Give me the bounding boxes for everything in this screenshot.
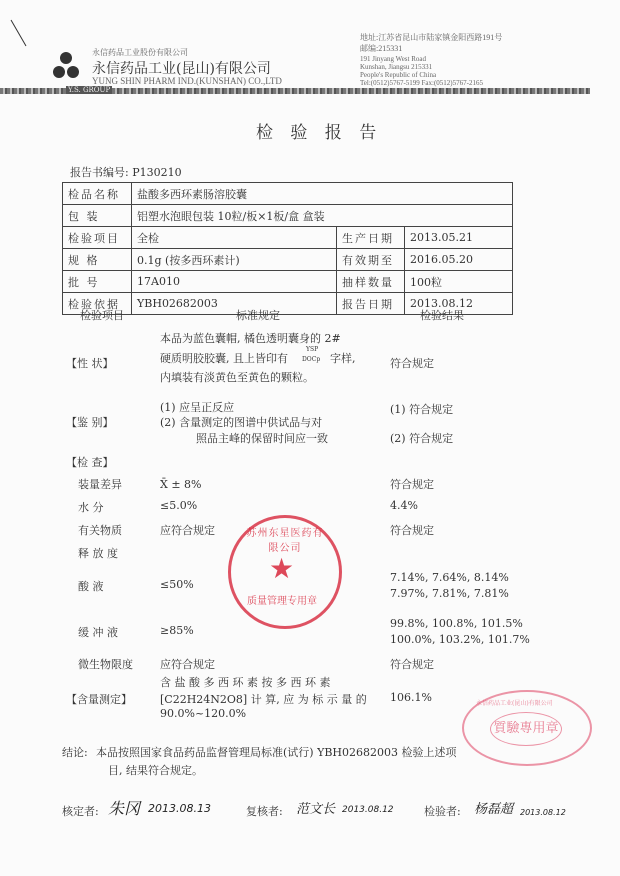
release-label: 释 放 度 (78, 547, 118, 560)
micro-std: 应符合规定 (160, 658, 215, 671)
related-label: 有关物质 (78, 524, 122, 537)
water-std: ≤5.0% (160, 499, 198, 512)
micro-label: 微生物限度 (78, 658, 133, 671)
loading-label: 装量差异 (78, 478, 122, 491)
assay-std-3: 90.0%~120.0% (160, 707, 247, 720)
pen-mark (11, 20, 27, 46)
conclusion-text-2: 目, 结果符合规定。 (108, 764, 203, 777)
buffer-std: ≥85% (160, 624, 194, 637)
conclusion-label: 结论: (62, 746, 88, 759)
acid-label: 酸 液 (78, 580, 104, 593)
qc-stamp-text: 質驗專用章 (490, 712, 562, 746)
package-label: 包 装 (63, 205, 132, 227)
reviewer-signature: 范文长 (296, 802, 336, 817)
exp-label: 有效期至 (337, 249, 405, 271)
identification-std-2: (2) 含量测定的图谱中供试品与对 (160, 416, 323, 429)
appearance-std-2: 硬质明胶胶囊, 且上皆印有 (160, 352, 288, 365)
related-std: 应符合规定 (160, 524, 215, 537)
postcode: 邮编:215331 (360, 44, 403, 53)
reviewer-date: 2013.08.12 (342, 805, 394, 815)
distributor-stamp-text: 苏州东星医药有限公司 (246, 528, 324, 554)
assay-result: 106.1% (390, 691, 432, 704)
date-value: 2013.08.12 (405, 293, 513, 315)
inspector-date: 2013.08.12 (520, 808, 566, 817)
acid-result-1: 7.14%, 7.64%, 8.14% (390, 571, 509, 584)
package-value: 铝塑水泡眼包装 10粒/板×1板/盒 盒装 (132, 205, 513, 227)
item-value: 全检 (132, 227, 337, 249)
assay-std-2: [C22H24N2O8] 计 算, 应 为 标 示 量 的 (160, 693, 367, 706)
spec-value: 0.1g (按多西环素计) (132, 249, 337, 271)
acid-result-2: 7.97%, 7.81%, 7.81% (390, 587, 509, 600)
group-label: Y.S. GROUP (68, 86, 111, 94)
product-value: 盐酸多西环素肠溶胶囊 (132, 183, 513, 205)
imprint-docp: DOCp (302, 356, 321, 363)
approver-signature: 朱冈 (108, 799, 141, 818)
inspector-signature: 杨磊超 (474, 802, 514, 817)
basis-value: YBH02682003 (132, 293, 337, 315)
assay-std-1: 含 盐 酸 多 西 环 素 按 多 西 环 素 (160, 676, 331, 689)
star-icon: ★ (269, 552, 295, 585)
mfg-value: 2013.05.21 (405, 227, 513, 249)
col-item: 检验项目 (80, 309, 124, 322)
date-label: 报告日期 (337, 293, 405, 315)
item-label: 检验项目 (63, 227, 132, 249)
qc-stamp-ring: 永信药品工业(昆山)有限公司 (476, 700, 553, 707)
tests-label: 【检 查】 (66, 456, 114, 469)
acid-std: ≤50% (160, 578, 194, 591)
address-en-3: People's Republic of China (360, 71, 437, 79)
company-name-en: YUNG SHIN PHARM IND.(KUNSHAN) CO.,LTD (92, 76, 282, 86)
product-label: 检品名称 (63, 183, 132, 205)
approver-label: 核定者: (62, 805, 99, 818)
identification-std-1: (1) 应呈正反应 (160, 401, 235, 414)
identification-result-1: (1) 符合规定 (390, 403, 454, 416)
spec-label: 规 格 (63, 249, 132, 271)
appearance-label: 【性 状】 (66, 357, 114, 370)
qty-value: 100粒 (405, 271, 513, 293)
appearance-result: 符合规定 (390, 357, 434, 370)
approver-date: 2013.08.13 (148, 802, 211, 815)
address-en-2: Kunshan, Jiangsu 215331 (360, 63, 433, 71)
imprint-ysp: YSP (306, 346, 319, 353)
batch-value: 17A010 (132, 271, 337, 293)
identification-std-3: 照品主峰的保留时间应一致 (196, 432, 328, 445)
distributor-stamp (228, 515, 342, 629)
loading-result: 符合规定 (390, 478, 434, 491)
address-en-1: 191 Jinyang West Road (360, 55, 426, 63)
col-standard: 标准规定 (236, 309, 280, 322)
assay-label: 【含量测定】 (66, 693, 132, 706)
identification-label: 【鉴 别】 (66, 416, 114, 429)
exp-value: 2016.05.20 (405, 249, 513, 271)
batch-label: 批 号 (63, 271, 132, 293)
appearance-std-2b: 字样, (330, 352, 356, 365)
col-result: 检验结果 (420, 309, 464, 322)
product-info-table (62, 182, 513, 315)
water-result: 4.4% (390, 499, 418, 512)
tel-fax: Tel:(0512)5767-5199 Fax:(0512)5767-2165 (360, 79, 483, 87)
basis-label: 检验依据 (63, 293, 132, 315)
micro-result: 符合规定 (390, 658, 434, 671)
company-logo-icon (50, 50, 82, 82)
qty-label: 抽样数量 (337, 271, 405, 293)
water-label: 水 分 (78, 501, 104, 514)
buffer-result-1: 99.8%, 100.8%, 101.5% (390, 617, 523, 630)
company-small: 永信药品工业股份有限公司 (92, 48, 188, 57)
appearance-std-3: 内填装有淡黄色至黄色的颗粒。 (160, 371, 314, 384)
distributor-stamp-inner: 质量管理专用章 (247, 596, 317, 607)
reviewer-label: 复核者: (246, 805, 283, 818)
loading-std: X̄ ± 8% (160, 478, 202, 491)
address-cn: 地址:江苏省昆山市陆家镇金阳西路191号 (360, 33, 503, 42)
report-number: 报告书编号: P130210 (70, 166, 182, 179)
buffer-result-2: 100.0%, 103.2%, 101.7% (390, 633, 530, 646)
qc-stamp (462, 690, 592, 766)
mfg-label: 生产日期 (337, 227, 405, 249)
appearance-std-1: 本品为蓝色囊帽, 橘色透明囊身的 2# (160, 332, 341, 345)
buffer-label: 缓 冲 液 (78, 626, 118, 639)
related-result: 符合规定 (390, 524, 434, 537)
identification-result-2: (2) 符合规定 (390, 432, 454, 445)
inspector-label: 检验者: (424, 805, 461, 818)
company-name-cn: 永信药品工业(昆山)有限公司 (92, 61, 271, 77)
conclusion-text-1: 本品按照国家食品药品监督管理局标准(试行) YBH02682003 检验上述项 (96, 746, 457, 759)
report-title: 检 验 报 告 (256, 123, 383, 143)
